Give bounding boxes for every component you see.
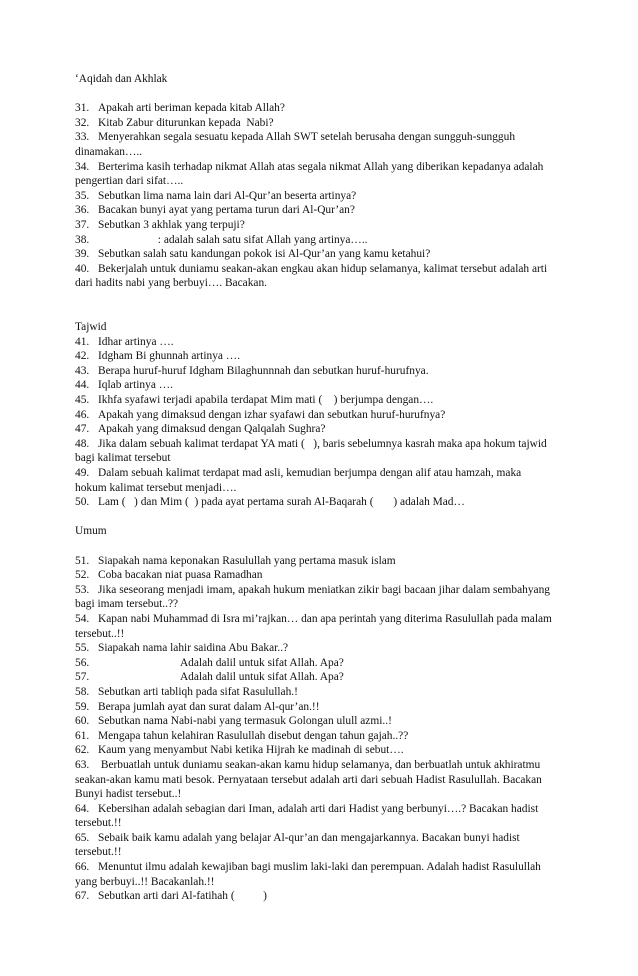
question-text: Menuntut ilmu adalah kewajiban bagi muslim laki-laki dan perempuan. Adalah hadist Rasulullah yang berbuyi..!! Bacakanlah.!!: [75, 861, 544, 888]
question-number: 56.: [75, 656, 90, 669]
question-number: 32.: [75, 116, 90, 129]
question-text: Siapakah nama keponakan Rasulullah yang pertama masuk islam: [98, 554, 396, 567]
question-text: Berapa huruf-huruf Idgham Bilaghunnnah dan sebutkan huruf-hurufnya.: [98, 364, 429, 377]
question-item: [75, 583, 555, 612]
question-item: [75, 160, 555, 189]
question-number: 48.: [75, 437, 90, 450]
question-number: 55.: [75, 642, 90, 655]
question-item: [75, 700, 555, 715]
section-heading-tajwid: Tajwid: [75, 321, 107, 334]
question-number: 67.: [75, 890, 90, 903]
question-text: Berterima kasih terhadap nikmat Allah atas segala nikmat Allah yang diberikan kepadanya adalah pengertian dari sifat…..: [75, 160, 547, 188]
spacer: [75, 87, 555, 102]
question-item: [75, 116, 555, 131]
spacer: [75, 539, 555, 554]
question-number: 31.: [75, 102, 90, 115]
question-item: [75, 101, 555, 116]
question-item: [75, 364, 555, 379]
question-number: 34.: [75, 160, 90, 173]
question-item: [75, 393, 555, 408]
question-number: 66.: [75, 861, 90, 874]
question-text: Sebutkan arti dari Al-fatihah ( ): [98, 890, 267, 903]
question-item: [75, 437, 555, 466]
question-text: Sebutkan nama Nabi-nabi yang termasuk Golongan ulull azmi..!: [98, 715, 392, 728]
question-number: 44.: [75, 379, 90, 392]
question-number: 47.: [75, 423, 90, 436]
question-text: Apakah yang dimaksud dengan izhar syafawi dan sebutkan huruf-hurufnya?: [98, 408, 446, 421]
question-number: 42.: [75, 350, 90, 363]
question-item: [75, 262, 555, 291]
question-text: Siapakah nama lahir saidina Abu Bakar..?: [98, 642, 289, 655]
question-number: 40.: [75, 262, 90, 275]
question-item: [75, 729, 555, 744]
question-number: 36.: [75, 204, 90, 217]
question-text: Ikhfa syafawi terjadi apabila terdapat Mim mati ( ) berjumpa dengan….: [98, 394, 434, 407]
question-number: 49.: [75, 467, 90, 480]
question-item: [75, 758, 555, 802]
question-number: 64.: [75, 802, 90, 815]
question-text: Bekerjalah untuk duniamu seakan-akan engkau akan hidup selamanya, kalimat tersebut adalah arti dari hadits nabi yang berbuyi…. Bacakan.: [75, 262, 550, 290]
question-number: 35.: [75, 189, 90, 202]
question-text: Adalah dalil untuk sifat Allah. Apa?: [98, 656, 344, 669]
question-item: [75, 743, 555, 758]
question-text: Kitab Zabur diturunkan kepada Nabi?: [98, 116, 274, 129]
question-number: 51.: [75, 554, 90, 567]
question-item: [75, 554, 555, 569]
question-text: Sebutkan salah satu kandungan pokok isi Al-Qur’an yang kamu ketahui?: [98, 248, 431, 261]
question-item: [75, 408, 555, 423]
question-number: 62.: [75, 744, 90, 757]
question-text: Kaum yang menyambut Nabi ketika Hijrah ke madinah di sebut….: [98, 744, 404, 757]
question-item: [75, 568, 555, 583]
question-item: [75, 670, 555, 685]
question-text: Iqlab artinya ….: [98, 379, 173, 392]
question-item: [75, 349, 555, 364]
question-item: [75, 378, 555, 393]
question-item: [75, 130, 555, 159]
question-item: [75, 831, 555, 860]
question-number: 59.: [75, 700, 90, 713]
question-text: Coba bacakan niat puasa Ramadhan: [98, 569, 263, 582]
question-item: [75, 889, 555, 904]
question-text: Dalam sebuah kalimat terdapat mad asli, kemudian berjumpa dengan alif atau hamzah, maka hokum kalimat tersebut menjadi….: [75, 467, 525, 494]
question-text: Jika dalam sebuah kalimat terdapat YA mati ( ), baris sebelumnya kasrah maka apa hokum tajwid bagi kalimat tersebut: [75, 437, 550, 465]
question-item: [75, 714, 555, 729]
question-text: Bacakan bunyi ayat yang pertama turun dari Al-Qur’an?: [98, 204, 355, 217]
question-number: 65.: [75, 831, 90, 844]
question-number: 41.: [75, 335, 90, 348]
question-number: 54.: [75, 612, 90, 625]
question-item: [75, 656, 555, 671]
question-list-umum: [75, 554, 555, 904]
section-heading-umum: Umum: [75, 525, 107, 538]
question-item: [75, 335, 555, 350]
question-list-aqidah: [75, 101, 555, 291]
question-text: : adalah salah satu sifat Allah yang artinya…..: [98, 233, 368, 246]
question-list-tajwid: [75, 335, 555, 510]
question-text: Apakah arti beriman kepada kitab Allah?: [98, 102, 285, 115]
question-number: 33.: [75, 131, 90, 144]
question-item: [75, 203, 555, 218]
question-text: Apakah yang dimaksud dengan Qalqalah Sughra?: [98, 423, 326, 436]
question-text: Sebutkan 3 akhlak yang terpuji?: [98, 218, 245, 231]
question-item: [75, 247, 555, 262]
question-text: Kapan nabi Muhammad di Isra mi’rajkan… dan apa perintah yang diterima Rasulullah pada malam tersebut..!!: [75, 612, 555, 640]
question-text: Menyerahkan segala sesuatu kepada Allah SWT setelah berusaha dengan sungguh-sungguh dinamakan…..: [75, 131, 518, 158]
question-item: [75, 685, 555, 700]
question-text: Kebersihan adalah sebagian dari Iman, adalah arti dari Hadist yang berbunyi….? Bacakan hadist tersebut.!!: [75, 802, 542, 830]
question-number: 63.: [75, 758, 90, 771]
question-item: [75, 802, 555, 831]
document-page: [75, 72, 555, 904]
question-number: 46.: [75, 408, 90, 421]
spacer: [75, 291, 555, 320]
question-item: [75, 641, 555, 656]
question-text: Berapa jumlah ayat dan surat dalam Al-qur’an.!!: [98, 700, 320, 713]
question-text: Lam ( ) dan Mim ( ) pada ayat pertama surah Al-Baqarah ( ) adalah Mad…: [98, 496, 465, 509]
question-text: Sebutkan lima nama lain dari Al-Qur’an beserta artinya?: [98, 189, 357, 202]
question-item: [75, 860, 555, 889]
question-number: 60.: [75, 715, 90, 728]
question-text: Sebaik baik kamu adalah yang belajar Al-qur’an dan mengajarkannya. Bacakan bunyi hadist tersebut.!!: [75, 831, 523, 859]
question-text: Sebutkan arti tabliqh pada sifat Rasulullah.!: [98, 685, 298, 698]
question-number: 45.: [75, 394, 90, 407]
question-number: 43.: [75, 364, 90, 377]
question-text: Berbuatlah untuk duniamu seakan-akan kamu hidup selamanya, dan berbuatlah untuk akhiratmu seakan-akan kamu mati besok. Pernyataan tersebut adalah arti dari sebuah Hadist Rasulullah. Bacakan Bunyi hadist tersebut..!: [75, 758, 545, 801]
question-number: 39.: [75, 248, 90, 261]
question-item: [75, 466, 555, 495]
question-text: Jika seseorang menjadi imam, apakah hukum meniatkan zikir bagi bacaan jihar dalam sembahyang bagi imam tersebut..??: [75, 583, 553, 611]
question-number: 53.: [75, 583, 90, 596]
question-text: Mengapa tahun kelahiran Rasulullah disebut dengan tahun gajah..??: [98, 729, 409, 742]
question-item: [75, 612, 555, 641]
document-title: ‘Aqidah dan Akhlak: [75, 73, 168, 85]
question-number: 57.: [75, 671, 90, 684]
question-item: [75, 218, 555, 233]
question-text: Adalah dalil untuk sifat Allah. Apa?: [98, 671, 344, 684]
question-number: 50.: [75, 496, 90, 509]
spacer: [75, 510, 555, 525]
question-number: 38.: [75, 233, 90, 246]
question-number: 37.: [75, 218, 90, 231]
question-item: [75, 422, 555, 437]
question-item: [75, 495, 555, 510]
question-number: 52.: [75, 569, 90, 582]
question-item: [75, 189, 555, 204]
question-text: Idhar artinya ….: [98, 335, 174, 348]
question-number: 61.: [75, 729, 90, 742]
question-text: Idgham Bi ghunnah artinya ….: [98, 350, 241, 363]
question-item: [75, 233, 555, 248]
question-number: 58.: [75, 685, 90, 698]
